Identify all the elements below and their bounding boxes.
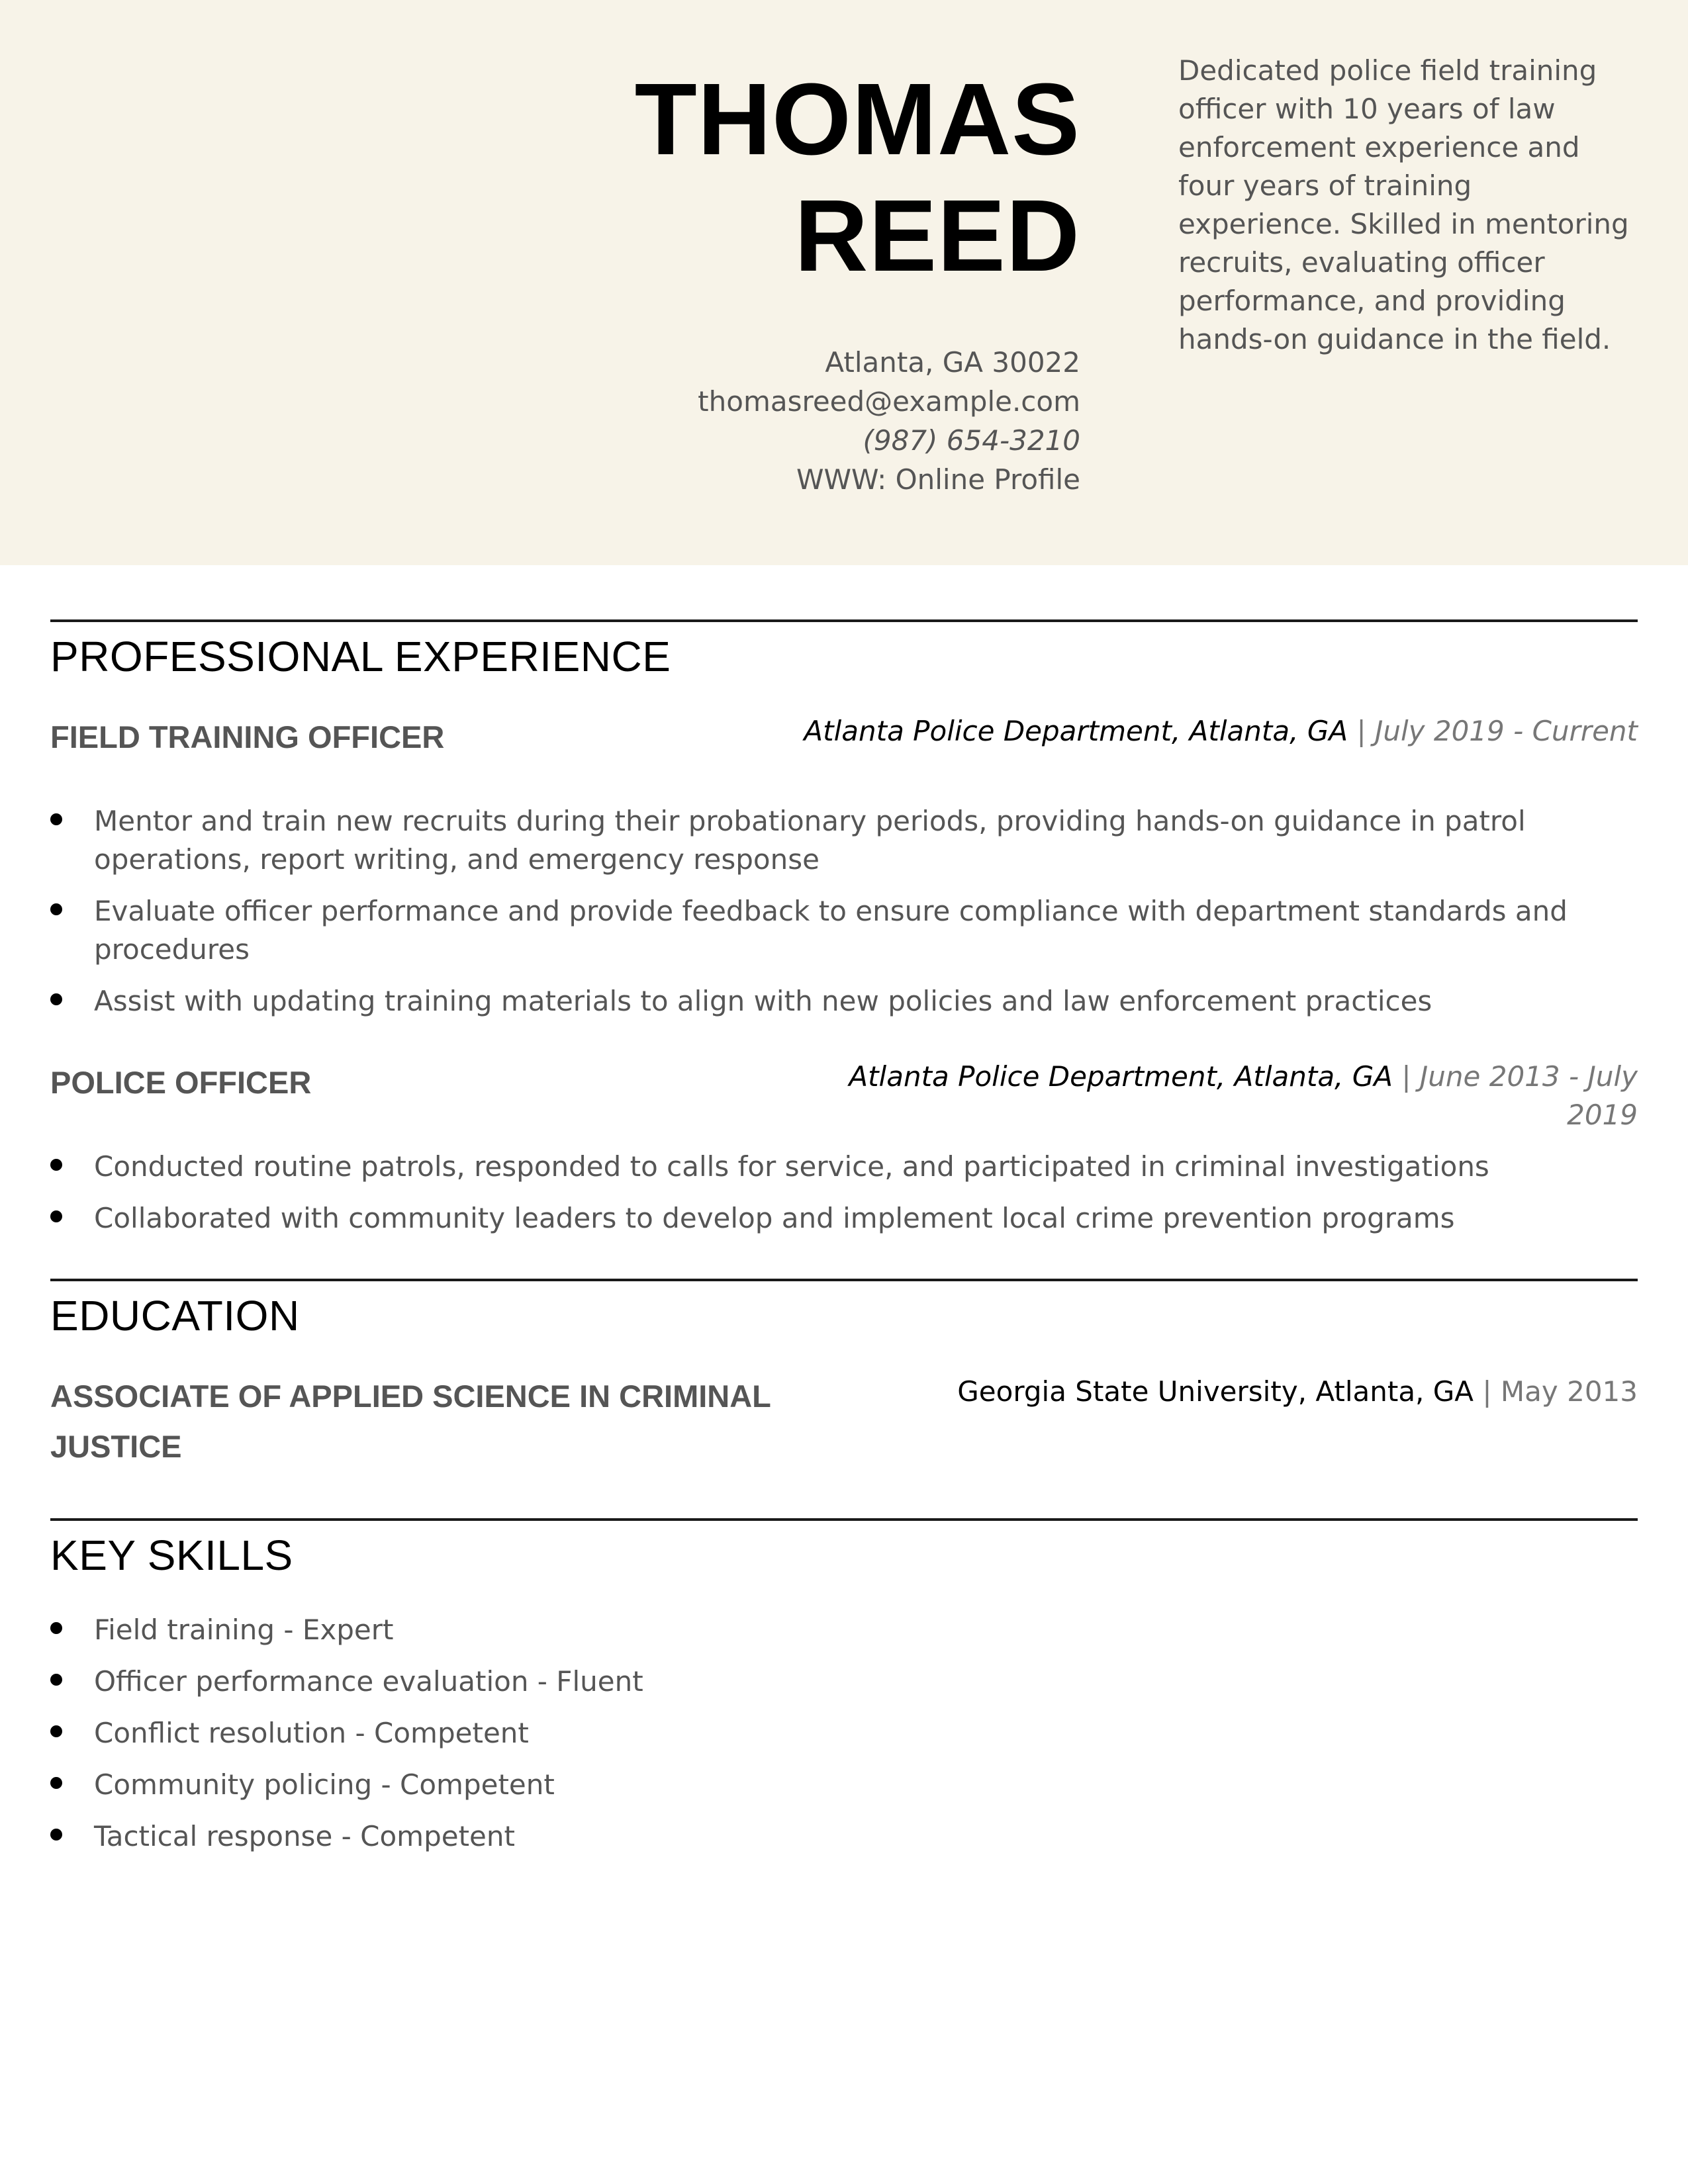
bullet-text: Mentor and train new recruits during their probationary periods, providing hands-on guidance in patrol operations, report writing, and emergency response (94, 805, 1526, 876)
skill-text: Officer performance evaluation - Fluent (94, 1665, 643, 1698)
bullet-icon (50, 813, 62, 825)
email: thomasreed@example.com (698, 385, 1080, 418)
job-title: FIELD TRAINING OFFICER (50, 719, 445, 754)
separator: | (1482, 1375, 1492, 1408)
education-section (50, 1279, 1638, 1464)
skills-section (50, 1518, 1638, 1852)
job-meta (777, 1058, 1638, 1134)
first-name: THOMAS (634, 62, 1080, 176)
section-title: KEY SKILLS (50, 1531, 293, 1579)
list-item (50, 1611, 1638, 1649)
job-dates: July 2019 - Current (1374, 715, 1638, 747)
bullet-text: Conducted routine patrols, responded to calls for service, and participated in criminal investigations (94, 1150, 1489, 1183)
bullet-icon (50, 903, 62, 915)
experience-section (50, 619, 1638, 1234)
skill-text: Field training - Expert (94, 1614, 394, 1646)
bullet-text: Evaluate officer performance and provide feedback to ensure compliance with department standards and procedures (94, 895, 1568, 966)
contact-info (485, 343, 1080, 499)
graduation-date: May 2013 (1500, 1375, 1638, 1408)
professional-summary: Dedicated police field training officer with 10 years of law enforcement experience and four years of training experience. Skilled in mentoring recruits, evaluating officer performance, and providing hands-on guidance in the field. (1178, 54, 1629, 355)
list-item (50, 802, 1638, 879)
bullet-icon (50, 1159, 62, 1171)
bullet-icon (50, 993, 62, 1005)
candidate-name (485, 61, 1080, 294)
section-divider (50, 1279, 1638, 1281)
list-item (50, 892, 1638, 969)
job-bullets (50, 1148, 1638, 1251)
job-dates: June 2013 - July 2019 (1419, 1060, 1638, 1131)
skill-text: Tactical response - Competent (94, 1820, 515, 1852)
address: Atlanta, GA 30022 (825, 346, 1080, 379)
website-link[interactable]: WWW: Online Profile (796, 463, 1080, 496)
bullet-icon (50, 1674, 62, 1686)
separator: | (1401, 1060, 1411, 1093)
bullet-icon (50, 1777, 62, 1789)
list-item (50, 1817, 1638, 1856)
list-item (50, 982, 1638, 1021)
section-divider (50, 1518, 1638, 1521)
job-meta (777, 712, 1638, 751)
job-title: POLICE OFFICER (50, 1065, 312, 1100)
skill-text: Community policing - Competent (94, 1768, 555, 1801)
phone: (987) 654-3210 (863, 424, 1080, 457)
bullet-text: Assist with updating training materials to align with new policies and law enforcement practices (94, 985, 1432, 1017)
bullet-icon (50, 1725, 62, 1737)
bullet-text: Collaborated with community leaders to develop and implement local crime prevention programs (94, 1202, 1455, 1234)
education-meta (957, 1373, 1638, 1411)
job-bullets (50, 802, 1638, 1034)
bullet-icon (50, 1210, 62, 1222)
list-item (50, 1199, 1638, 1238)
list-item (50, 1766, 1638, 1804)
list-item (50, 1714, 1638, 1752)
separator: | (1356, 715, 1366, 747)
list-item (50, 1148, 1638, 1186)
section-title: PROFESSIONAL EXPERIENCE (50, 633, 671, 680)
last-name: REED (794, 179, 1080, 293)
bullet-icon (50, 1829, 62, 1841)
list-item (50, 1662, 1638, 1701)
section-title: EDUCATION (50, 1292, 300, 1340)
bullet-icon (50, 1622, 62, 1634)
job-organization: Atlanta Police Department, Atlanta, GA (849, 1060, 1393, 1093)
skill-text: Conflict resolution - Competent (94, 1717, 529, 1749)
degree-title: ASSOCIATE OF APPLIED SCIENCE IN CRIMINAL JUSTICE (50, 1379, 771, 1464)
section-divider (50, 619, 1638, 622)
school-name: Georgia State University, Atlanta, GA (957, 1375, 1474, 1408)
skills-list (50, 1611, 1638, 1869)
job-organization: Atlanta Police Department, Atlanta, GA (804, 715, 1348, 747)
